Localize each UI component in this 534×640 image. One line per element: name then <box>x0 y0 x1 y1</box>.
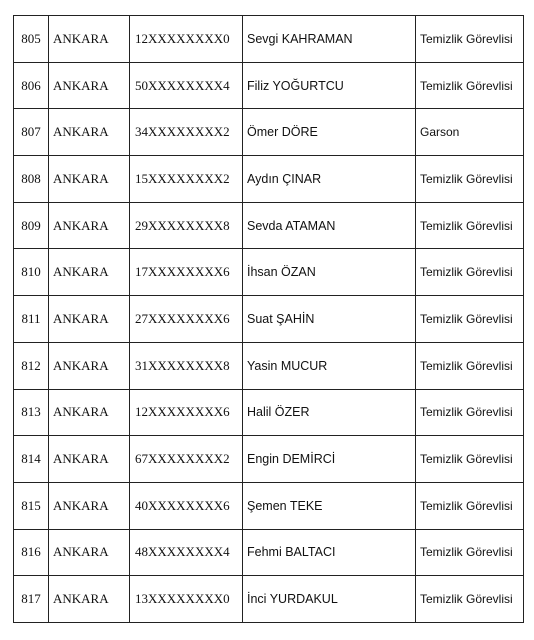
table-row <box>14 16 524 63</box>
table-row <box>14 342 524 389</box>
city-cell: ANKARA <box>49 202 130 249</box>
row-number-cell: 805 <box>14 16 49 63</box>
job-text: Temizlik Görevlisi <box>420 405 513 420</box>
job-cell <box>416 156 524 203</box>
id-number-cell: 29XXXXXXXX8 <box>130 202 243 249</box>
name-cell <box>243 62 416 109</box>
name-text: Halil ÖZER <box>247 405 310 420</box>
row-number-cell: 809 <box>14 202 49 249</box>
job-text: Temizlik Görevlisi <box>420 31 513 46</box>
city-cell: ANKARA <box>49 436 130 483</box>
name-cell <box>243 529 416 576</box>
row-number-cell: 817 <box>14 576 49 623</box>
name-text: Fehmi BALTACI <box>247 545 336 560</box>
job-text: Garson <box>420 125 460 140</box>
id-number-cell: 34XXXXXXXX2 <box>130 109 243 156</box>
table-row <box>14 62 524 109</box>
name-cell <box>243 482 416 529</box>
name-cell <box>243 342 416 389</box>
name-cell <box>243 576 416 623</box>
id-number-cell: 50XXXXXXXX4 <box>130 62 243 109</box>
table-row <box>14 249 524 296</box>
job-text: Temizlik Görevlisi <box>420 358 513 373</box>
row-number-cell: 808 <box>14 156 49 203</box>
row-number-cell: 812 <box>14 342 49 389</box>
job-text: Temizlik Görevlisi <box>420 498 513 513</box>
city-cell: ANKARA <box>49 342 130 389</box>
table-row <box>14 156 524 203</box>
job-cell <box>416 576 524 623</box>
id-number-cell: 17XXXXXXXX6 <box>130 249 243 296</box>
city-cell: ANKARA <box>49 249 130 296</box>
job-text: Temizlik Görevlisi <box>420 452 513 467</box>
table-row <box>14 436 524 483</box>
city-cell: ANKARA <box>49 576 130 623</box>
table-row <box>14 109 524 156</box>
job-text: Temizlik Görevlisi <box>420 218 513 233</box>
name-cell <box>243 202 416 249</box>
id-number-cell: 12XXXXXXXX6 <box>130 389 243 436</box>
job-text: Temizlik Görevlisi <box>420 545 513 560</box>
name-text: Suat ŞAHİN <box>247 311 315 326</box>
name-text: Filiz YOĞURTCU <box>247 78 344 93</box>
id-number-cell: 67XXXXXXXX2 <box>130 436 243 483</box>
city-cell: ANKARA <box>49 109 130 156</box>
table-row <box>14 482 524 529</box>
personnel-table <box>13 15 524 623</box>
job-cell <box>416 109 524 156</box>
job-cell <box>416 296 524 343</box>
name-text: Sevgi KAHRAMAN <box>247 31 353 46</box>
row-number-cell: 807 <box>14 109 49 156</box>
name-text: Engin DEMİRCİ <box>247 452 336 467</box>
table-row <box>14 529 524 576</box>
job-cell <box>416 529 524 576</box>
name-cell <box>243 296 416 343</box>
name-cell <box>243 156 416 203</box>
id-number-cell: 31XXXXXXXX8 <box>130 342 243 389</box>
id-number-cell: 13XXXXXXXX0 <box>130 576 243 623</box>
city-cell: ANKARA <box>49 62 130 109</box>
row-number-cell: 810 <box>14 249 49 296</box>
city-cell: ANKARA <box>49 529 130 576</box>
job-text: Temizlik Görevlisi <box>420 78 513 93</box>
name-cell <box>243 249 416 296</box>
name-text: İnci YURDAKUL <box>247 592 338 607</box>
name-text: Yasin MUCUR <box>247 358 328 373</box>
name-text: Sevda ATAMAN <box>247 218 336 233</box>
job-text: Temizlik Görevlisi <box>420 265 513 280</box>
name-cell <box>243 109 416 156</box>
row-number-cell: 814 <box>14 436 49 483</box>
job-cell <box>416 62 524 109</box>
id-number-cell: 15XXXXXXXX2 <box>130 156 243 203</box>
city-cell: ANKARA <box>49 16 130 63</box>
job-cell <box>416 389 524 436</box>
row-number-cell: 813 <box>14 389 49 436</box>
city-cell: ANKARA <box>49 296 130 343</box>
table-row <box>14 202 524 249</box>
job-cell <box>416 16 524 63</box>
name-cell <box>243 436 416 483</box>
city-cell: ANKARA <box>49 156 130 203</box>
row-number-cell: 816 <box>14 529 49 576</box>
name-cell <box>243 389 416 436</box>
name-text: İhsan ÖZAN <box>247 265 316 280</box>
name-cell <box>243 16 416 63</box>
table-row <box>14 296 524 343</box>
id-number-cell: 27XXXXXXXX6 <box>130 296 243 343</box>
row-number-cell: 806 <box>14 62 49 109</box>
city-cell: ANKARA <box>49 482 130 529</box>
job-cell <box>416 342 524 389</box>
name-text: Şemen TEKE <box>247 498 323 513</box>
city-cell: ANKARA <box>49 389 130 436</box>
job-cell <box>416 202 524 249</box>
table-row <box>14 389 524 436</box>
job-cell <box>416 436 524 483</box>
id-number-cell: 48XXXXXXXX4 <box>130 529 243 576</box>
job-cell <box>416 249 524 296</box>
job-text: Temizlik Görevlisi <box>420 311 513 326</box>
name-text: Ömer DÖRE <box>247 125 318 140</box>
row-number-cell: 815 <box>14 482 49 529</box>
job-cell <box>416 482 524 529</box>
table-row <box>14 576 524 623</box>
id-number-cell: 40XXXXXXXX6 <box>130 482 243 529</box>
id-number-cell: 12XXXXXXXX0 <box>130 16 243 63</box>
row-number-cell: 811 <box>14 296 49 343</box>
job-text: Temizlik Görevlisi <box>420 592 513 607</box>
job-text: Temizlik Görevlisi <box>420 171 513 186</box>
name-text: Aydın ÇINAR <box>247 171 322 186</box>
personnel-table-body <box>14 16 524 623</box>
